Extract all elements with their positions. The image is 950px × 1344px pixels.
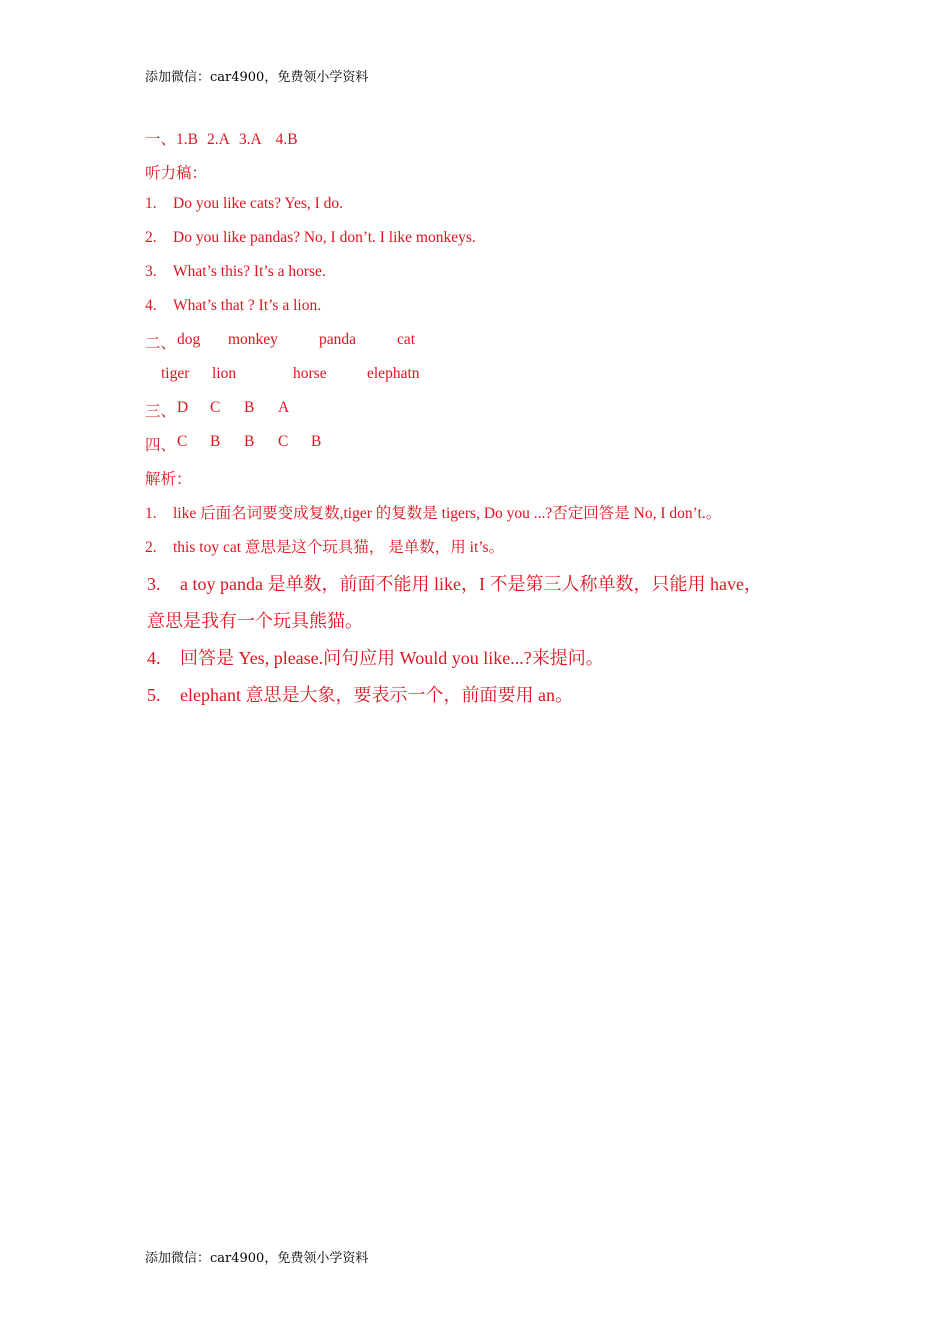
section-4-prefix: 四、 <box>145 437 177 454</box>
answer-3: 3.A <box>238 131 262 148</box>
section-1-answers <box>145 127 298 149</box>
answer: B <box>244 433 255 450</box>
item-number: 4. <box>145 297 157 314</box>
answer: A <box>278 399 290 416</box>
answer: C <box>177 433 188 450</box>
word: elephatn <box>367 365 420 382</box>
item-number: 2. <box>145 229 157 246</box>
item-number: 1. <box>145 195 157 212</box>
analysis-item <box>147 570 762 596</box>
listening-title: 听力稿： <box>145 165 208 182</box>
item-number: 3. <box>145 263 157 280</box>
word: horse <box>293 365 327 382</box>
section-1-prefix: 一、 <box>145 131 177 148</box>
item-number: 1. <box>145 505 157 522</box>
word: dog <box>177 331 201 348</box>
analysis-item-continuation: 意思是我有一个玩具熊猫。 <box>147 611 363 631</box>
section-2-row-1 <box>145 331 176 353</box>
analysis-item <box>145 501 721 523</box>
answer-2: 2.A <box>206 131 230 148</box>
page-footer: 添加微信：car4900，免费领小学资料 <box>145 1251 369 1266</box>
answer: B <box>244 399 255 416</box>
answer: C <box>210 399 221 416</box>
item-number: 3. <box>147 574 161 594</box>
item-text: What’s that ? It’s a lion. <box>173 297 322 314</box>
item-number: 5. <box>147 685 161 705</box>
section-2-prefix: 二、 <box>145 335 177 352</box>
analysis-item <box>147 681 573 707</box>
item-number: 4. <box>147 648 161 668</box>
section-3-prefix: 三、 <box>145 403 177 420</box>
answer: D <box>177 399 189 416</box>
item-text: Do you like cats? Yes, I do. <box>173 195 344 212</box>
answer: B <box>210 433 221 450</box>
item-text: Do you like pandas? No, I don’t. I like monkeys. <box>173 229 476 246</box>
item-text: a toy panda 是单数，前面不能用 like，I 不是第三人称单数，只能用 have， <box>180 574 762 594</box>
analysis-item <box>145 535 504 557</box>
word: monkey <box>228 331 278 348</box>
item-text: elephant 意思是大象，要表示一个，前面要用 an。 <box>180 685 573 705</box>
item-text: What’s this? It’s a horse. <box>173 263 326 280</box>
answer: B <box>311 433 322 450</box>
item-text: this toy cat 意思是这个玩具猫， 是单数，用 it’s。 <box>173 539 505 556</box>
item-text: 回答是 Yes, please.问句应用 Would you like...?来提问。 <box>180 648 604 668</box>
listening-item <box>145 195 343 213</box>
listening-item <box>145 263 326 281</box>
item-number: 2. <box>145 539 157 556</box>
word: cat <box>397 331 416 348</box>
listening-item <box>145 229 476 247</box>
analysis-item <box>147 644 604 670</box>
answer-4: 4.B <box>275 131 298 148</box>
listening-item <box>145 297 321 315</box>
analysis-title: 解析： <box>145 471 192 488</box>
answer: C <box>278 433 289 450</box>
word: panda <box>319 331 357 348</box>
word: tiger <box>161 365 190 382</box>
word: lion <box>212 365 237 382</box>
item-text: like 后面名词要变成复数,tiger 的复数是 tigers, Do you ...?否定回答是 No, I don’t.。 <box>173 505 722 522</box>
answer-1: 1.B <box>176 131 198 148</box>
page-header: 添加微信：car4900，免费领小学资料 <box>145 70 369 85</box>
